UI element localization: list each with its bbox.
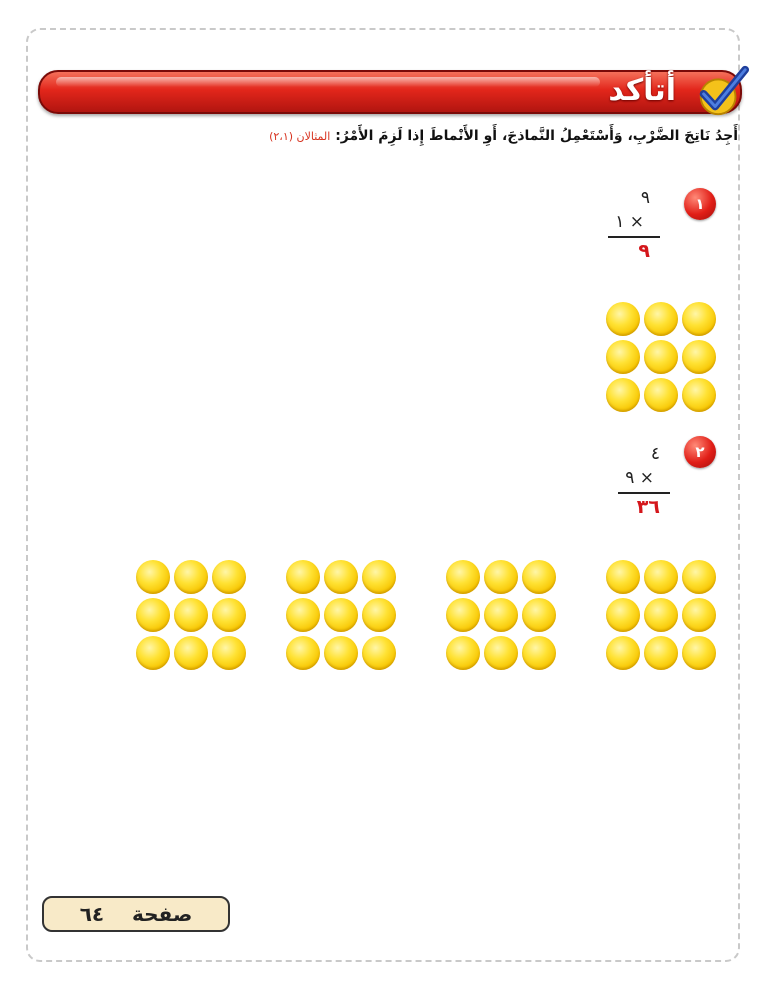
- multiplicand: ٤: [650, 444, 660, 464]
- coin-icon: [682, 340, 716, 374]
- coin-icon: [484, 598, 518, 632]
- coin-icon: [522, 560, 556, 594]
- page-frame: [26, 28, 740, 962]
- coin-icon: [324, 598, 358, 632]
- coin-icon: [136, 560, 170, 594]
- coin-icon: [682, 560, 716, 594]
- answer: ٩: [638, 240, 650, 262]
- multiplicand: ٩: [640, 188, 650, 208]
- times-sign: ×: [629, 212, 644, 232]
- page-label: صفحة: [132, 902, 193, 926]
- coin-icon: [644, 636, 678, 670]
- coin-icon: [606, 340, 640, 374]
- coin-icon: [644, 340, 678, 374]
- coin-icon: [362, 636, 396, 670]
- coin-icon: [682, 378, 716, 412]
- coin-icon: [644, 378, 678, 412]
- coin-icon: [286, 636, 320, 670]
- coin-icon: [174, 560, 208, 594]
- coin-icon: [362, 598, 396, 632]
- coin-icon: [324, 636, 358, 670]
- coin-icon: [484, 560, 518, 594]
- coin-icon: [212, 636, 246, 670]
- checkmark-icon: [692, 62, 750, 120]
- coin-icon: [286, 560, 320, 594]
- coin-icon: [644, 598, 678, 632]
- answer-line: [618, 492, 670, 494]
- coin-icon: [644, 302, 678, 336]
- coin-icon: [136, 636, 170, 670]
- instruction-text: [269, 128, 738, 144]
- coin-icon: [174, 636, 208, 670]
- coin-icon: [446, 598, 480, 632]
- coin-icon: [682, 598, 716, 632]
- multiplier-value: ١: [615, 212, 625, 232]
- instruction-main: أَجِدُ نَاتِجَ الضَّرْبِ، وَأَسْتَعْمِلُ النَّماذجَ، أَوِ الأَنْماطَ إِذا لَزِمَ الأَمْرُ:: [335, 128, 738, 144]
- page-number: ٦٤: [79, 902, 105, 926]
- coin-icon: [682, 636, 716, 670]
- coin-icon: [606, 636, 640, 670]
- multiplier-row: [615, 212, 654, 232]
- coin-icon: [446, 560, 480, 594]
- coin-icon: [606, 378, 640, 412]
- times-sign: ×: [639, 468, 654, 488]
- coin-icon: [606, 598, 640, 632]
- coin-icon: [522, 636, 556, 670]
- example-reference: المثالان (٢،١): [269, 130, 331, 143]
- coin-icon: [644, 560, 678, 594]
- answer-line: [608, 236, 660, 238]
- multiplier-row: [625, 468, 664, 488]
- coin-icon: [286, 598, 320, 632]
- coin-icon: [606, 560, 640, 594]
- coin-icon: [446, 636, 480, 670]
- coin-icon: [174, 598, 208, 632]
- page-number-box: [42, 896, 230, 932]
- section-title: أتأكد: [608, 73, 676, 108]
- coin-icon: [606, 302, 640, 336]
- coin-icon: [324, 560, 358, 594]
- multiplier-value: ٩: [625, 468, 635, 488]
- coin-icon: [484, 636, 518, 670]
- coin-icon: [136, 598, 170, 632]
- coin-icon: [522, 598, 556, 632]
- coin-icon: [212, 560, 246, 594]
- coin-icon: [212, 598, 246, 632]
- answer: ٣٦: [636, 496, 660, 518]
- problem-number-badge-2: ٢: [684, 436, 716, 468]
- coin-icon: [362, 560, 396, 594]
- coin-icon: [682, 302, 716, 336]
- problem-number-badge-1: ١: [684, 188, 716, 220]
